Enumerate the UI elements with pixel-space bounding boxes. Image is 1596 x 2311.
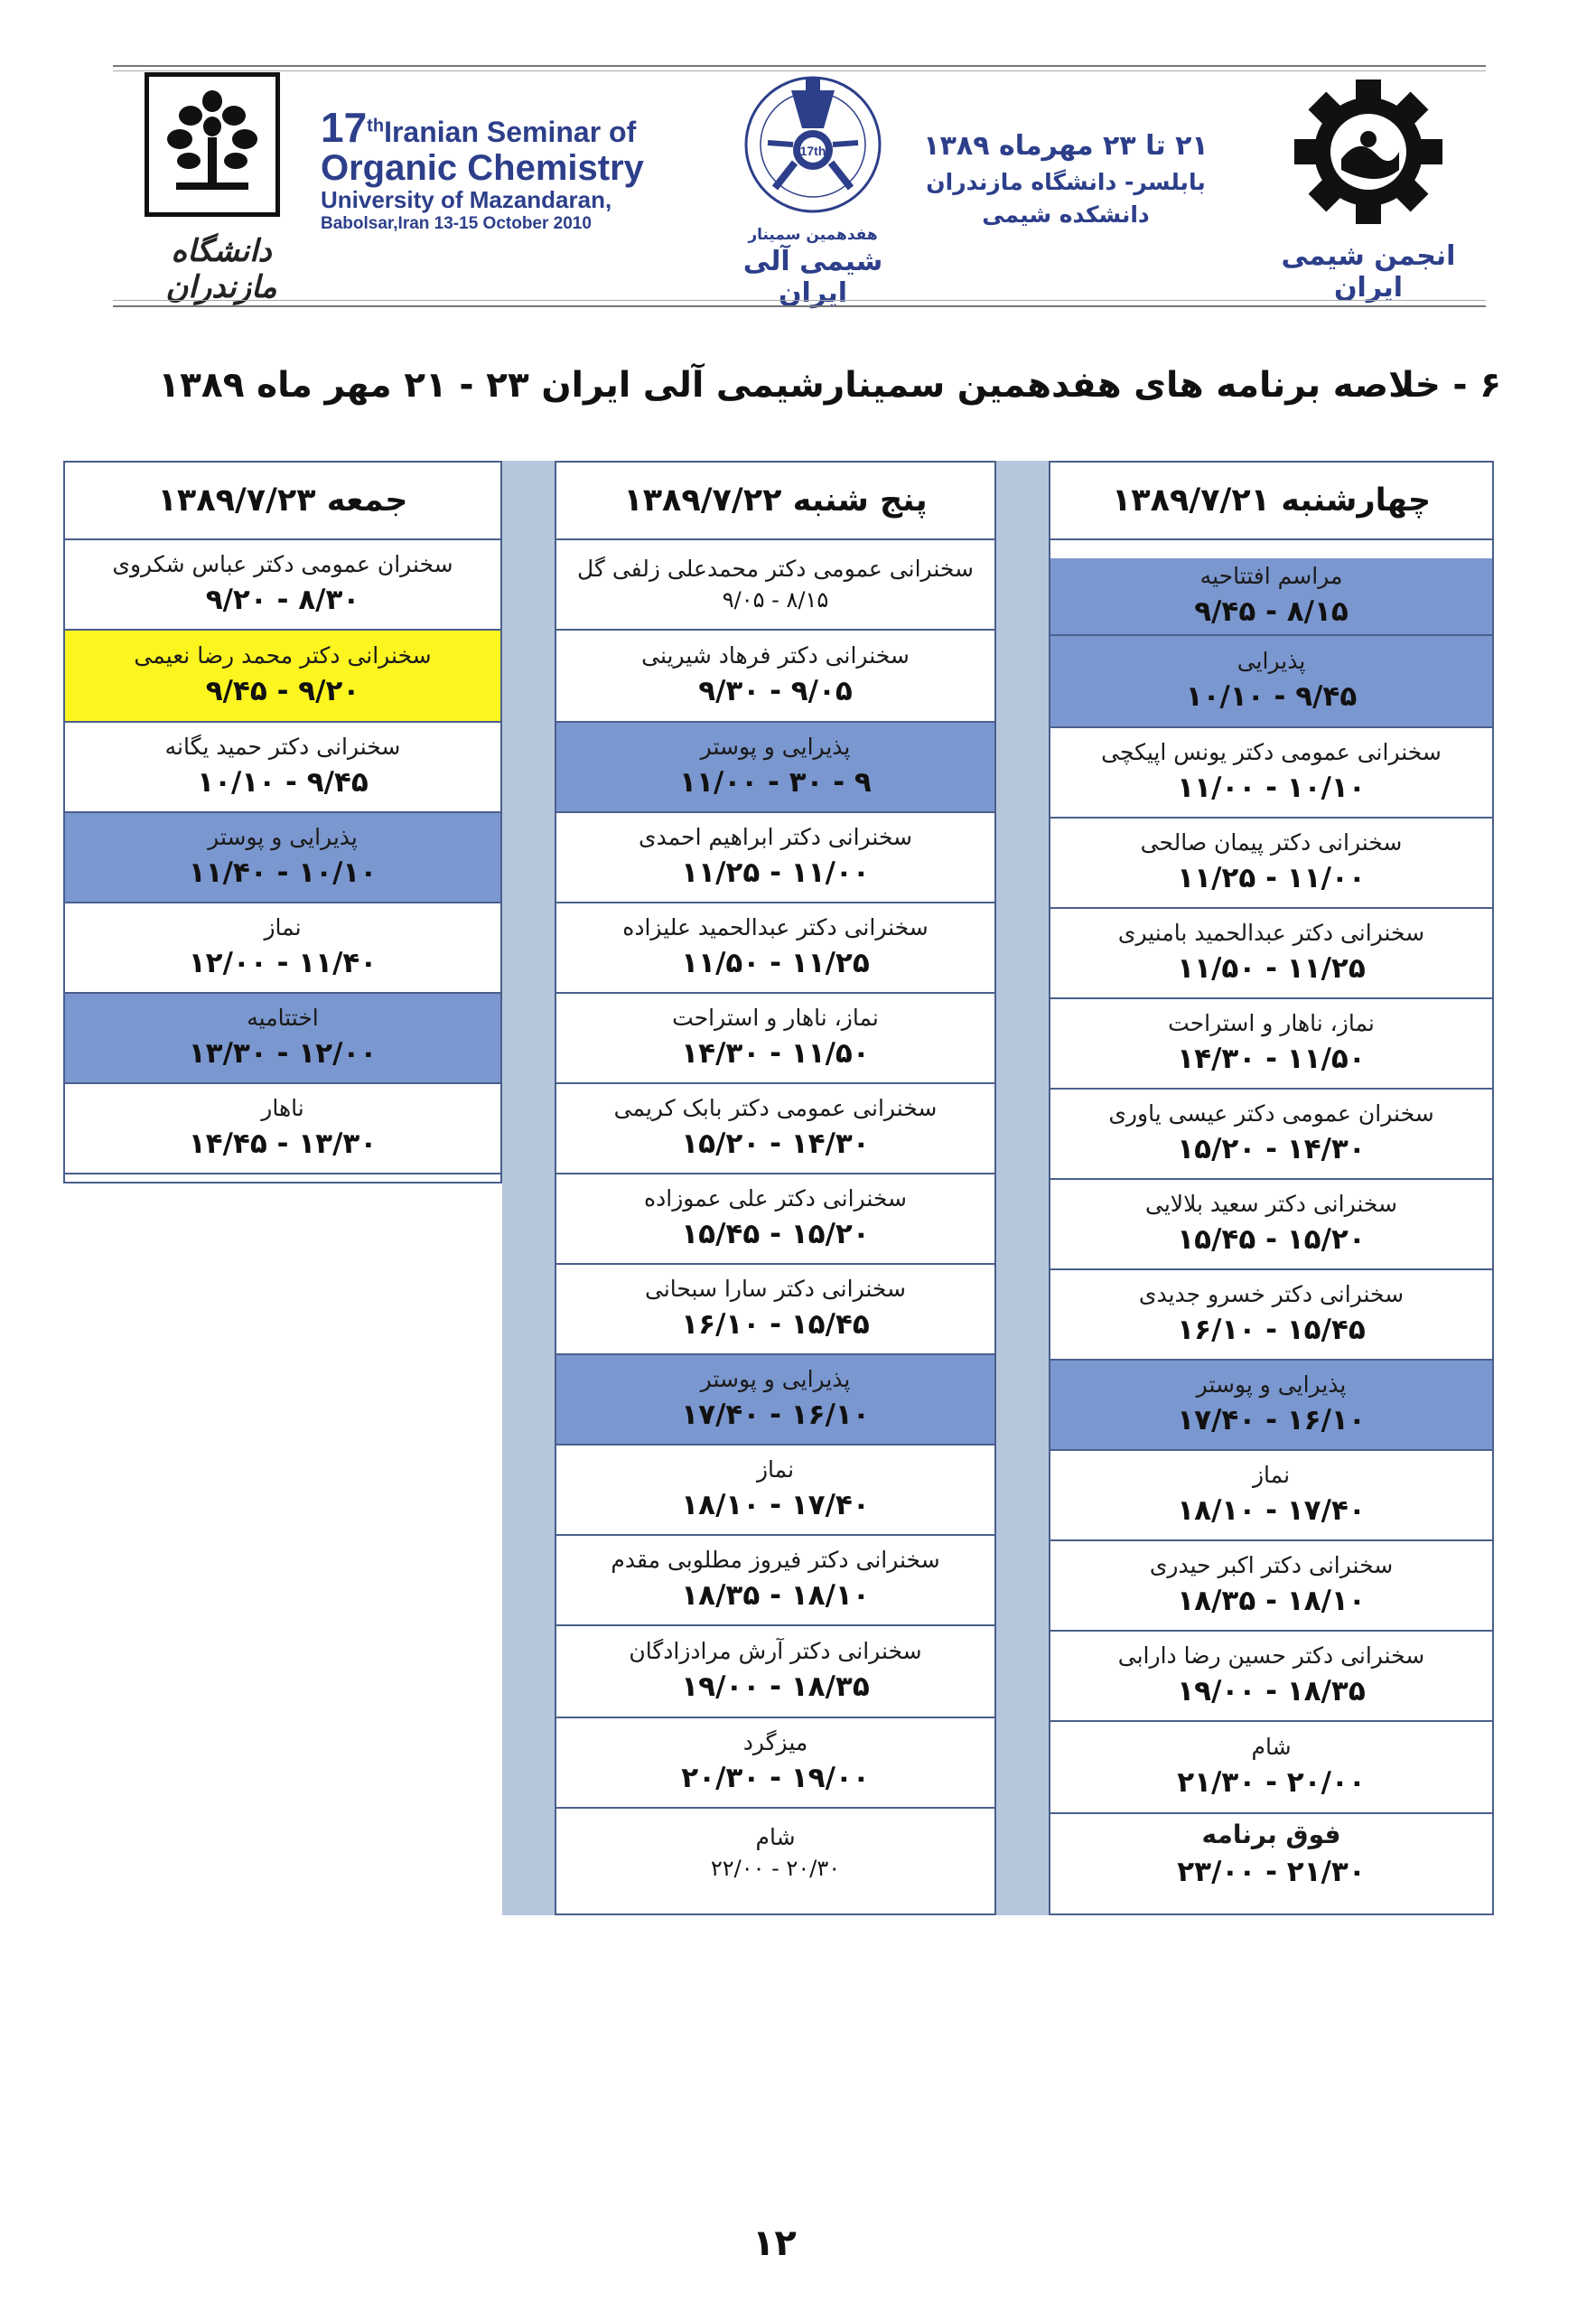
session-title: پذیرایی <box>1237 648 1306 675</box>
session-title: سخنرانی دکتر فرهاد شیرینی <box>641 642 910 669</box>
session-time: ۱۰/۱۰ - ۱۱/۰۰ <box>1177 772 1366 805</box>
day-column-friday <box>63 461 502 1184</box>
svg-text:17th: 17th <box>799 144 826 158</box>
session-title: نماز <box>264 914 302 941</box>
session-time: ۹/۲۰ - ۹/۴۵ <box>205 675 360 708</box>
session-time: ۱۲/۰۰ - ۱۳/۳۰ <box>188 1037 378 1071</box>
seal-caption-line2: شیمی آلی ایران <box>742 246 883 309</box>
session-time: ۱۱/۵۰ - ۱۴/۳۰ <box>681 1037 870 1071</box>
session-title: سخنرانی دکتر خسرو جدیدی <box>1138 1281 1405 1308</box>
session-time: ۱۵/۲۰ - ۱۵/۴۵ <box>1177 1223 1366 1257</box>
seminar-title-line3: University of Mazandaran, <box>321 186 612 213</box>
session-title: سخنران عمومی دکتر عیسی یاوری <box>1108 1100 1434 1127</box>
session-title: سخنرانی دکتر فیروز مطلوبی مقدم <box>611 1547 940 1574</box>
seminar-seal-logo <box>723 72 903 309</box>
schedule-cell <box>65 903 500 994</box>
day-header: چهارشنبه ۱۳۸۹/۷/۲۱ <box>1050 463 1492 540</box>
schedule-cell <box>1050 1451 1492 1541</box>
schedule-cell <box>65 631 500 723</box>
schedule-cell <box>556 1626 994 1718</box>
schedule-cell <box>65 540 500 631</box>
seminar-title-line1: 17thIranian Seminar of <box>321 104 637 151</box>
seminar-english-title <box>321 104 673 233</box>
header-bottom-rule <box>113 305 1486 307</box>
session-time: ۱۱/۰۰ - ۱۱/۲۵ <box>1177 862 1366 895</box>
session-title: سخنرانی عمومی دکتر محمدعلی زلفی گل <box>577 555 974 582</box>
session-title: مراسم افتتاحیه <box>1199 563 1343 590</box>
schedule-table <box>52 461 1505 1915</box>
session-time: ۱۹/۰۰ - ۲۰/۳۰ <box>681 1762 870 1795</box>
session-time: ۹ - ۳۰ - ۱۱/۰۰ <box>679 766 872 800</box>
session-title: سخنرانی عمومی دکتر بابک کریمی <box>613 1095 938 1122</box>
schedule-cell <box>1050 1270 1492 1361</box>
session-time: ۱۶/۱۰ - ۱۷/۴۰ <box>1177 1404 1366 1437</box>
session-title: پذیرایی و پوستر <box>700 1366 851 1393</box>
session-time: ۱۶/۱۰ - ۱۷/۴۰ <box>681 1399 870 1432</box>
schedule-cell <box>1050 819 1492 909</box>
schedule-cell <box>556 1084 994 1174</box>
session-time: ۹/۴۵ - ۱۰/۱۰ <box>197 766 369 800</box>
session-title: سخنرانی عمومی دکتر یونس اپیکچی <box>1101 739 1442 766</box>
schedule-cell <box>1050 1541 1492 1632</box>
session-title: میزگرد <box>742 1729 808 1756</box>
session-time: ۱۱/۲۵ - ۱۱/۵۰ <box>1177 952 1366 986</box>
schedule-cell <box>1050 909 1492 999</box>
session-time: ۱۱/۰۰ - ۱۱/۲۵ <box>681 856 870 890</box>
day-header: جمعه ۱۳۸۹/۷/۲۳ <box>65 463 500 540</box>
gutter-left <box>502 461 555 1915</box>
session-time: ۱۵/۴۵ - ۱۶/۱۰ <box>681 1308 870 1342</box>
session-time: ۱۱/۴۰ - ۱۲/۰۰ <box>188 947 378 980</box>
schedule-cell <box>1050 1814 1492 1895</box>
schedule-cell <box>556 1355 994 1446</box>
seminar-seal-icon <box>741 72 885 221</box>
session-title: سخنرانی دکتر حسین رضا دارابی <box>1117 1642 1425 1670</box>
session-title: فوق برنامه <box>1201 1820 1341 1850</box>
seal-caption-line1: هفدهمین سمینار <box>748 226 878 244</box>
session-time: ۲۰/۳۰ - ۲۲/۰۰ <box>710 1856 841 1882</box>
seminar-title-line2: Organic Chemistry <box>321 148 644 188</box>
session-time: ۹/۰۵ - ۹/۳۰ <box>698 675 853 708</box>
header-top-rule <box>113 65 1486 67</box>
session-title: سخنرانی دکتر پیمان صالحی <box>1140 829 1403 856</box>
session-title: سخنرانی دکتر آرش مرادزادگان <box>629 1638 922 1665</box>
schedule-cell <box>65 723 500 813</box>
session-title: سخنرانی دکتر عبدالحمید بامنیری <box>1117 920 1425 947</box>
page-number: ۱۲ <box>752 2222 797 2264</box>
session-time: ۸/۱۵ - ۹/۰۵ <box>722 587 829 613</box>
schedule-cell <box>556 1446 994 1536</box>
schedule-cell <box>556 1265 994 1355</box>
schedule-cell <box>1050 1722 1492 1814</box>
session-title: سخنرانی دکتر علی عموزاده <box>644 1185 907 1212</box>
session-title: پذیرایی و پوستر <box>208 824 358 851</box>
schedule-cell <box>556 1809 994 1897</box>
schedule-cell <box>556 631 994 723</box>
session-title: نماز، ناهار و استراحت <box>1168 1010 1375 1037</box>
session-title: شام <box>755 1823 796 1850</box>
session-title: نماز، ناهار و استراحت <box>672 1005 879 1032</box>
session-time: ۱۷/۴۰ - ۱۸/۱۰ <box>1177 1494 1366 1528</box>
schedule-cell <box>1050 1180 1492 1270</box>
session-title: سخنرانی دکتر سعید بلالایی <box>1145 1191 1397 1218</box>
session-time: ۱۱/۲۵ - ۱۱/۵۰ <box>681 947 870 980</box>
schedule-cell <box>556 903 994 994</box>
session-time: ۱۷/۴۰ - ۱۸/۱۰ <box>681 1489 870 1522</box>
day-column-thursday <box>555 461 996 1915</box>
session-title: پذیرایی و پوستر <box>1196 1371 1347 1399</box>
session-title: سخنران عمومی دکتر عباس شکروی <box>112 551 453 578</box>
session-time: ۸/۳۰ - ۹/۲۰ <box>205 584 360 617</box>
session-title: سخنرانی دکتر حمید یگانه <box>164 734 401 761</box>
gutter-right <box>996 461 1049 1915</box>
schedule-cell <box>556 1536 994 1626</box>
schedule-cell <box>556 1718 994 1809</box>
schedule-cell <box>1050 1090 1492 1180</box>
schedule-cell <box>556 1174 994 1265</box>
seminar-dates-line1: ۲۱ تا ۲۳ مهرماه ۱۳۸۹ <box>923 130 1209 162</box>
seminar-dates-line2: بابلسر- دانشگاه مازندران <box>926 168 1206 195</box>
schedule-cell <box>556 540 994 631</box>
schedule-cell <box>1050 636 1492 728</box>
day-header: پنج شنبه ۱۳۸۹/۷/۲۲ <box>556 463 994 540</box>
session-time: ۱۴/۳۰ - ۱۵/۲۰ <box>681 1127 870 1161</box>
schedule-cell <box>1050 558 1492 636</box>
session-title: سخنرانی دکتر ابراهیم احمدی <box>639 824 912 851</box>
session-time: ۸/۱۵ - ۹/۴۵ <box>1194 595 1349 629</box>
schedule-cell <box>556 723 994 813</box>
seminar-dates-persian <box>912 126 1219 231</box>
tree-icon <box>158 83 266 201</box>
university-name: دانشگاه مازندران <box>165 233 277 305</box>
schedule-cell <box>1050 728 1492 819</box>
chemical-society-name: انجمن شیمی ایران <box>1281 240 1456 304</box>
schedule-cell <box>65 994 500 1084</box>
session-time: ۱۸/۱۰ - ۱۸/۳۵ <box>681 1579 870 1613</box>
schedule-cell <box>556 994 994 1084</box>
session-title: پذیرایی و پوستر <box>700 734 851 761</box>
schedule-cell <box>65 1084 500 1174</box>
session-title: نماز <box>1252 1462 1291 1489</box>
session-time: ۱۸/۳۵ - ۱۹/۰۰ <box>1177 1675 1366 1708</box>
session-title: شام <box>1251 1734 1292 1761</box>
session-title: ناهار <box>261 1095 304 1122</box>
university-logo <box>131 72 312 305</box>
session-title: سخنرانی دکتر محمد رضا نعیمی <box>134 642 432 669</box>
schedule-cell <box>1050 1361 1492 1451</box>
session-time: ۱۵/۲۰ - ۱۵/۴۵ <box>681 1218 870 1251</box>
seminar-title-line4: Babolsar,Iran 13-15 October 2010 <box>321 214 592 233</box>
gear-icon <box>1274 80 1463 233</box>
session-time: ۱۴/۳۰ - ۱۵/۲۰ <box>1177 1133 1366 1166</box>
session-time: ۲۰/۰۰ - ۲۱/۳۰ <box>1177 1766 1366 1800</box>
session-time: ۱۸/۳۵ - ۱۹/۰۰ <box>681 1670 870 1704</box>
session-title: نماز <box>756 1456 795 1483</box>
column-spacer <box>1050 540 1492 558</box>
session-title: اختتامیه <box>247 1005 319 1032</box>
schedule-cell <box>1050 999 1492 1090</box>
schedule-cell <box>65 813 500 903</box>
session-time: ۹/۴۵ - ۱۰/۱۰ <box>1185 680 1358 714</box>
session-time: ۱۱/۵۰ - ۱۴/۳۰ <box>1177 1043 1366 1076</box>
day-column-wednesday <box>1049 461 1494 1915</box>
session-time: ۱۵/۴۵ - ۱۶/۱۰ <box>1177 1314 1366 1347</box>
session-title: سخنرانی دکتر اکبر حیدری <box>1149 1552 1394 1579</box>
header-top-rule-thin <box>113 70 1486 71</box>
session-time: ۱۳/۳۰ - ۱۴/۴۵ <box>188 1127 378 1161</box>
section-title: ۶ - خلاصه برنامه های هفدهمین سمینارشیمی آلی ایران ۲۳ - ۲۱ مهر ماه ۱۳۸۹ <box>158 365 1501 406</box>
seminar-dates-line3: دانشکده شیمی <box>982 201 1150 228</box>
chemical-society-logo <box>1255 80 1481 304</box>
session-time: ۱۰/۱۰ - ۱۱/۴۰ <box>188 856 378 890</box>
session-time: ۱۸/۱۰ - ۱۸/۳۵ <box>1177 1585 1366 1618</box>
session-time: ۲۱/۳۰ - ۲۳/۰۰ <box>1177 1856 1366 1889</box>
schedule-cell <box>1050 1632 1492 1722</box>
session-title: سخنرانی دکتر عبدالحمید علیزاده <box>622 914 929 941</box>
header-bottom-rule-thin <box>113 300 1486 301</box>
schedule-cell <box>556 813 994 903</box>
session-title: سخنرانی دکتر سارا سبحانی <box>645 1276 907 1303</box>
